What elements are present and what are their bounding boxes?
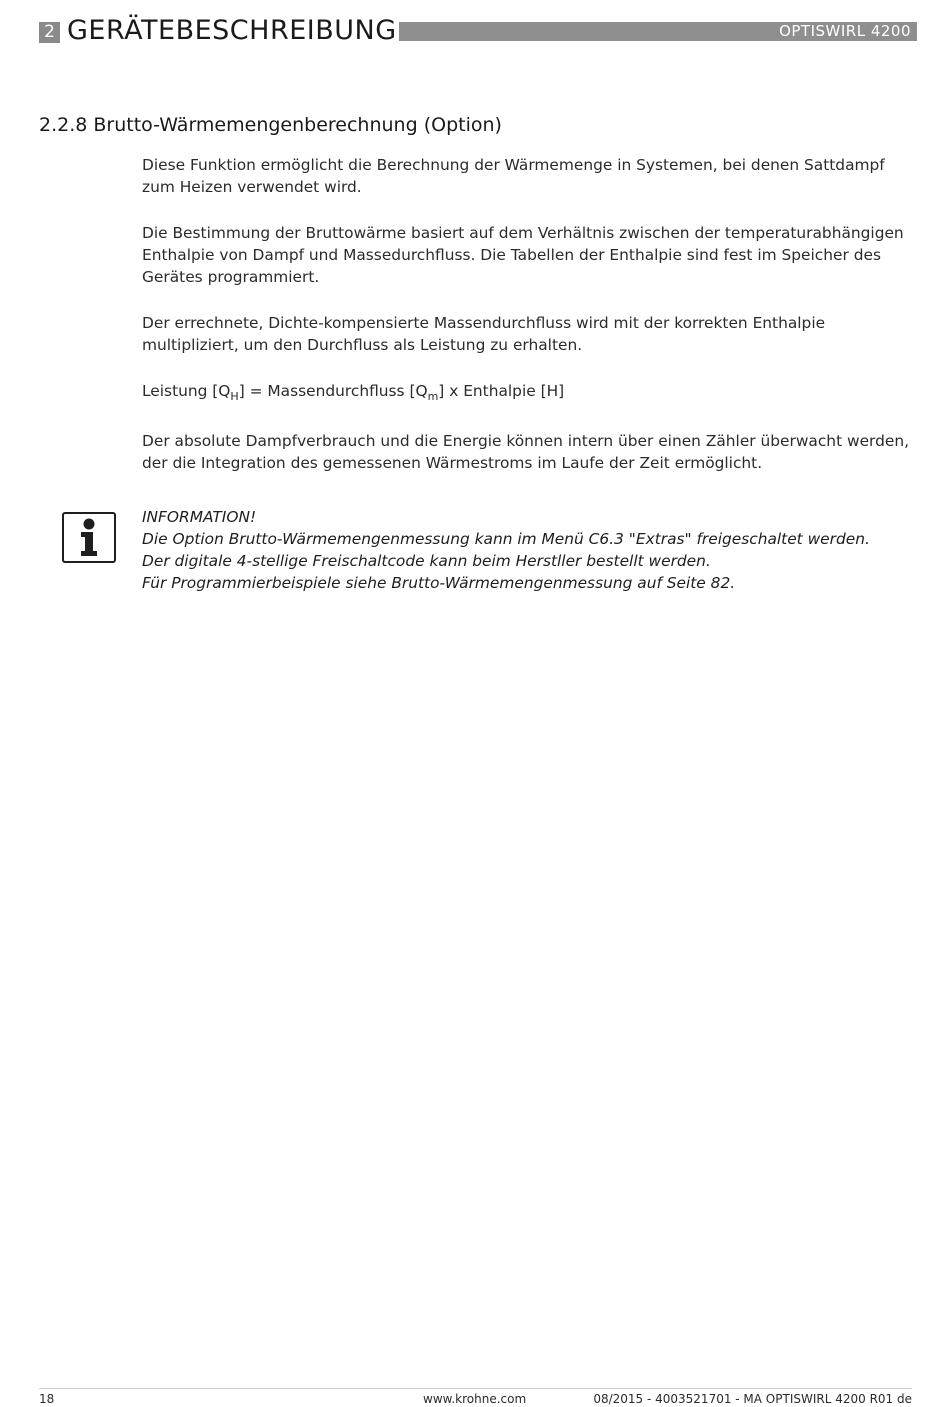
- paragraph-intro: Diese Funktion ermöglicht die Berechnung der Wärmemenge in Systemen, bei denen Sattdampf zum Heizen verwendet wird.: [142, 156, 885, 196]
- power-formula: [142, 380, 922, 402]
- formula-subscript-m: m: [427, 390, 439, 403]
- page-header: [39, 16, 917, 46]
- paragraph-counter: Der absolute Dampfverbrauch und die Energie können intern über einen Zähler überwacht werden, der die Integration des gemessenen Wärmestroms im Laufe der Zeit ermöglicht.: [142, 432, 909, 472]
- header-bar: [399, 22, 917, 41]
- body-content: [142, 154, 922, 498]
- info-line-code: Der digitale 4-stellige Freischaltcode kann beim Herstller bestellt werden.: [142, 552, 711, 570]
- formula-subscript-h: H: [230, 390, 239, 403]
- info-text: [142, 506, 922, 594]
- paragraph-enthalpy: Die Bestimmung der Bruttowärme basiert auf dem Verhältnis zwischen der temperaturabhängigen Enthalpie von Dampf und Massedurchfluss. Die Tabellen der Enthalpie sind fest im Speicher des Gerätes programmiert.: [142, 224, 904, 286]
- page-number: 18: [39, 1392, 55, 1406]
- chapter-number: 2: [39, 22, 60, 43]
- formula-part-3: ] x Enthalpie [H]: [438, 382, 565, 400]
- chapter-title: GERÄTEBESCHREIBUNG: [67, 15, 397, 46]
- document-info: 08/2015 - 4003521701 - MA OPTISWIRL 4200 R01 de: [593, 1392, 912, 1406]
- product-name: OPTISWIRL 4200: [779, 22, 911, 40]
- formula-part-2: ] = Massendurchfluss [Q: [238, 382, 428, 400]
- paragraph-mass-flow: Der errechnete, Dichte-kompensierte Massendurchfluss wird mit der korrekten Enthalpie multipliziert, um den Durchfluss als Leistung zu erhalten.: [142, 314, 826, 354]
- page-footer: [39, 1388, 912, 1406]
- formula-part-1: Leistung [Q: [142, 382, 231, 400]
- website-link[interactable]: www.krohne.com: [423, 1392, 527, 1406]
- section-heading: 2.2.8 Brutto-Wärmemengenberechnung (Option): [39, 114, 502, 136]
- info-icon: [62, 512, 116, 563]
- info-title: INFORMATION!: [142, 508, 257, 526]
- info-line-menu: Die Option Brutto-Wärmemengenmessung kann im Menü C6.3 "Extras" freigeschaltet werden.: [142, 530, 870, 548]
- info-line-examples: Für Programmierbeispiele siehe Brutto-Wärmemengenmessung auf Seite 82.: [142, 574, 736, 592]
